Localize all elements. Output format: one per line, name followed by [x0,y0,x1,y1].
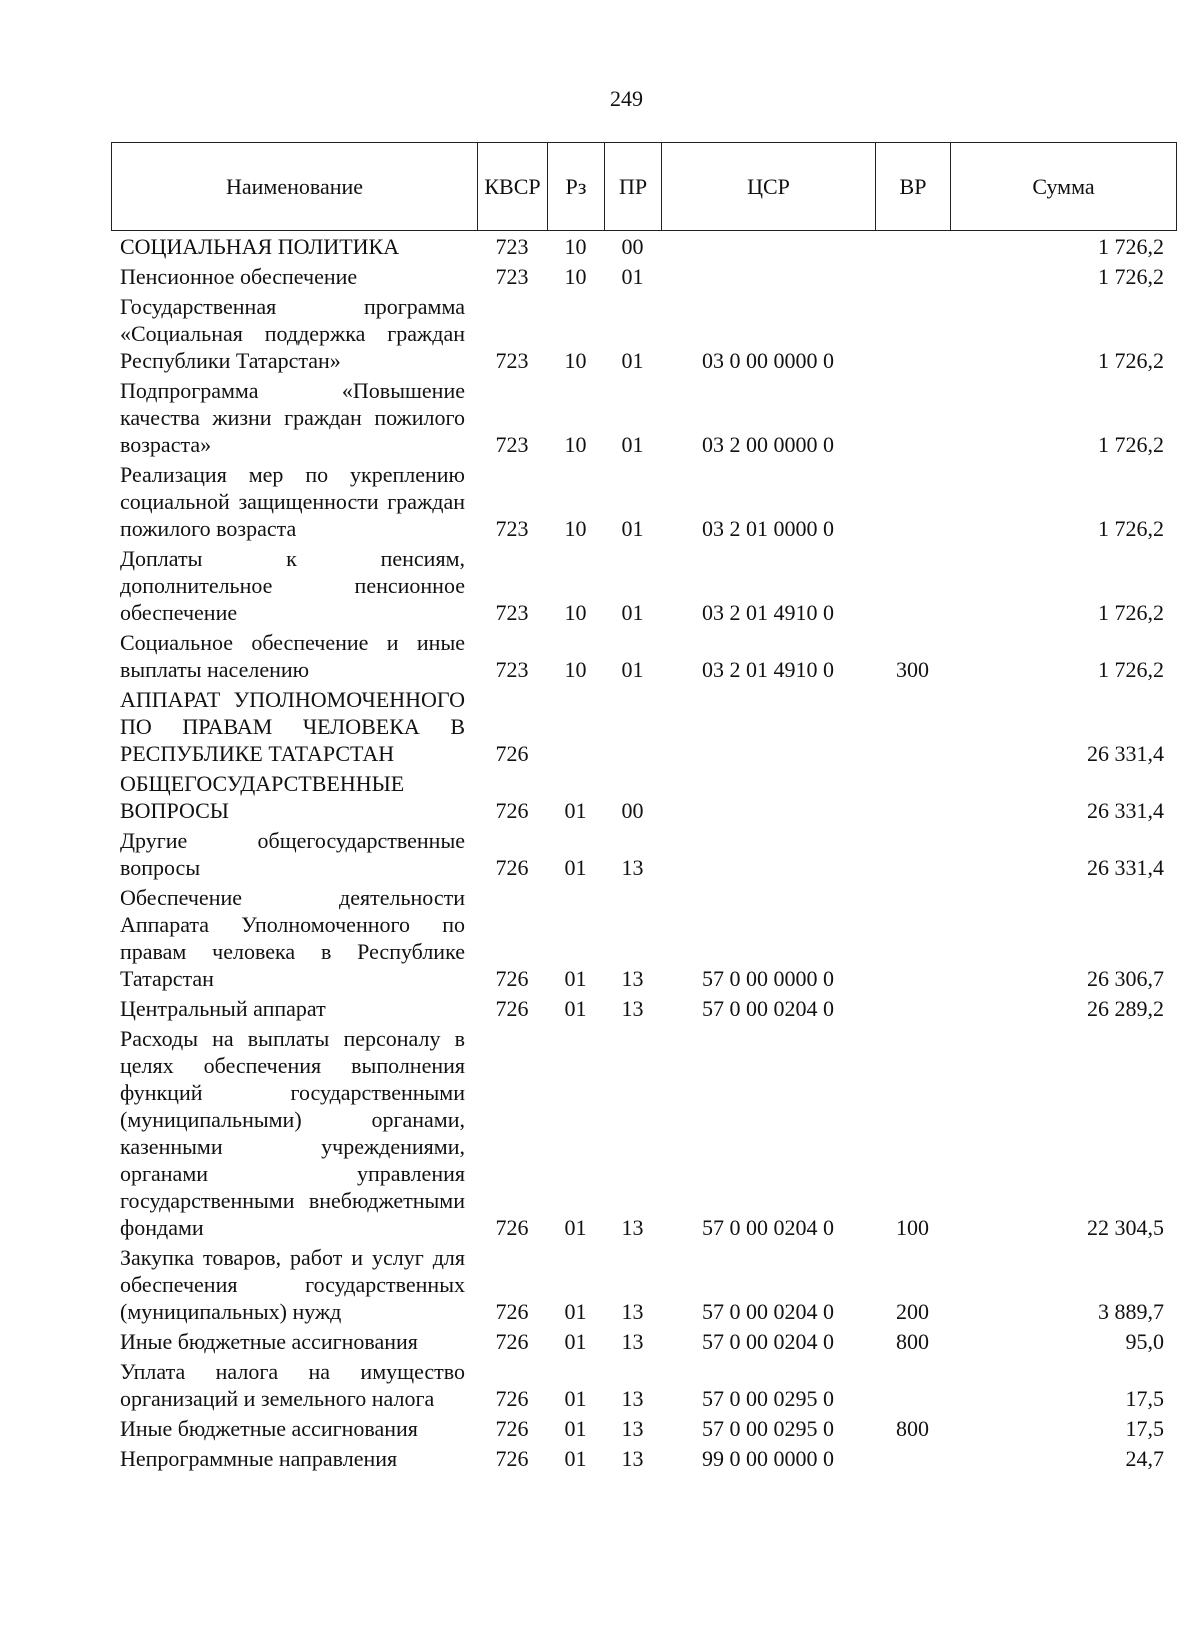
cell-csr: 03 2 01 0000 0 [702,516,834,541]
cell-pr: 13 [621,855,644,880]
cell-csr: 57 0 00 0204 0 [702,1329,834,1354]
cell-kvsr: 726 [495,1386,529,1411]
header-rz: Рз [548,143,605,231]
cell-rz: 10 [564,516,587,541]
header-vr: ВР [876,143,951,231]
cell-pr: 13 [621,1299,644,1324]
cell-kvsr: 726 [495,1215,529,1240]
cell-pr: 13 [621,996,644,1021]
cell-name: СОЦИАЛЬНАЯ ПОЛИТИКА [120,234,400,259]
cell-pr: 13 [621,1446,644,1471]
cell-pr [604,686,661,770]
cell-name: Непрограммные направления [120,1446,398,1471]
header-sum: Сумма [951,143,1177,231]
cell-vr [875,827,950,884]
cell-kvsr: 723 [495,432,529,457]
cell-name: Иные бюджетные ассигнования [120,1416,418,1441]
table-body [111,233,1176,1475]
table-row [111,1328,1176,1358]
cell-csr: 03 2 00 0000 0 [702,432,834,457]
cell-rz: 10 [564,657,587,682]
header-csr: ЦСР [662,143,876,231]
cell-vr [875,770,950,827]
cell-csr: 57 0 00 0295 0 [702,1416,834,1441]
cell-sum: 26 331,4 [1087,741,1164,766]
cell-name: Другие общегосударственные вопросы [120,828,465,880]
cell-sum: 26 331,4 [1087,798,1164,823]
table-row [111,1445,1176,1475]
cell-csr: 99 0 00 0000 0 [702,1446,834,1471]
cell-rz: 01 [564,1386,587,1411]
table-row [111,461,1176,545]
cell-kvsr: 726 [495,855,529,880]
cell-rz: 01 [564,996,587,1021]
cell-csr: 57 0 00 0204 0 [702,1215,834,1240]
cell-name: Уплата налога на имущество организаций и земельного налога [120,1359,465,1411]
cell-sum: 1 726,2 [1098,657,1164,682]
cell-vr: 800 [896,1416,929,1441]
cell-sum: 26 331,4 [1087,855,1164,880]
cell-rz: 10 [564,264,587,289]
cell-sum: 24,7 [1125,1446,1164,1471]
cell-vr [875,995,950,1025]
cell-kvsr: 726 [495,1329,529,1354]
cell-vr [875,884,950,995]
cell-kvsr: 726 [495,798,529,823]
cell-pr: 01 [621,432,644,457]
cell-kvsr: 723 [495,600,529,625]
cell-vr [875,377,950,461]
table-row [111,293,1176,377]
table-row [111,1244,1176,1328]
cell-csr: 57 0 00 0000 0 [702,966,834,991]
cell-pr: 01 [621,657,644,682]
cell-name: Расходы на выплаты персоналу в целях обеспечения выполнения функций государственными (муниципальными) органами, казенными учреждениями, органами управления государственными внебюджетными фондами [120,1026,465,1240]
cell-csr: 57 0 00 0204 0 [702,1299,834,1324]
cell-name: Пенсионное обеспечение [120,264,358,289]
cell-csr [661,827,875,884]
table-row [111,629,1176,686]
cell-rz: 10 [564,234,587,259]
cell-rz: 01 [564,855,587,880]
cell-pr: 01 [621,600,644,625]
cell-sum: 95,0 [1125,1329,1164,1354]
cell-csr [661,233,875,263]
table-row [111,995,1176,1025]
cell-rz: 01 [564,1299,587,1324]
table-row [111,377,1176,461]
cell-sum: 1 726,2 [1098,348,1164,373]
cell-kvsr: 723 [495,657,529,682]
cell-rz [547,686,604,770]
cell-pr: 00 [621,798,644,823]
cell-name: АППАРАТ УПОЛНОМОЧЕННОГО ПО ПРАВАМ ЧЕЛОВЕКА В РЕСПУБЛИКЕ ТАТАРСТАН [120,687,465,766]
table-row [111,1358,1176,1415]
table-row [111,233,1176,263]
cell-pr: 13 [621,1416,644,1441]
cell-pr: 13 [621,1215,644,1240]
cell-kvsr: 726 [495,966,529,991]
cell-name: ОБЩЕГОСУДАРСТВЕННЫЕ ВОПРОСЫ [120,771,405,823]
cell-kvsr: 726 [495,1416,529,1441]
cell-name: Доплаты к пенсиям, дополнительное пенсионное обеспечение [120,546,465,625]
cell-sum: 26 306,7 [1087,966,1164,991]
cell-vr: 200 [896,1299,929,1324]
cell-vr: 300 [896,657,929,682]
cell-kvsr: 726 [495,1299,529,1324]
cell-name: Обеспечение деятельности Аппарата Уполномоченного по правам человека в Республике Татарстан [120,885,465,991]
cell-kvsr: 726 [495,741,529,766]
cell-kvsr: 726 [495,996,529,1021]
table-row [111,545,1176,629]
cell-kvsr: 723 [495,516,529,541]
cell-sum: 1 726,2 [1098,516,1164,541]
cell-pr: 00 [621,234,644,259]
cell-rz: 01 [564,966,587,991]
cell-rz: 10 [564,600,587,625]
cell-csr [661,263,875,293]
cell-rz: 01 [564,1215,587,1240]
table-row [111,1415,1176,1445]
cell-name: Государственная программа «Социальная поддержка граждан Республики Татарстан» [120,294,465,373]
cell-csr: 03 0 00 0000 0 [702,348,834,373]
cell-kvsr: 726 [495,1446,529,1471]
header-pr: ПР [605,143,662,231]
cell-vr [875,263,950,293]
cell-vr: 100 [896,1215,929,1240]
cell-rz: 10 [564,432,587,457]
table-row [111,1025,1176,1244]
cell-rz: 01 [564,1329,587,1354]
cell-sum: 17,5 [1125,1416,1164,1441]
cell-vr [875,461,950,545]
cell-vr [875,233,950,263]
cell-pr: 13 [621,1329,644,1354]
cell-pr: 01 [621,348,644,373]
cell-csr: 57 0 00 0295 0 [702,1386,834,1411]
cell-pr: 13 [621,1386,644,1411]
cell-rz: 01 [564,1446,587,1471]
cell-vr [875,1358,950,1415]
cell-csr: 03 2 01 4910 0 [702,600,834,625]
table-header [111,142,1177,231]
cell-pr: 01 [621,516,644,541]
cell-vr [875,686,950,770]
cell-sum: 26 289,2 [1087,996,1164,1021]
cell-name: Социальное обеспечение и иные выплаты населению [120,630,465,682]
cell-kvsr: 723 [495,264,529,289]
cell-vr [875,1445,950,1475]
cell-vr [875,545,950,629]
cell-csr: 03 2 01 4910 0 [702,657,834,682]
cell-sum: 22 304,5 [1087,1215,1164,1240]
cell-kvsr: 723 [495,348,529,373]
cell-sum: 17,5 [1125,1386,1164,1411]
cell-sum: 1 726,2 [1098,600,1164,625]
cell-name: Подпрограмма «Повышение качества жизни граждан пожилого возраста» [120,378,465,457]
cell-rz: 10 [564,348,587,373]
cell-sum: 3 889,7 [1098,1299,1164,1324]
cell-name: Центральный аппарат [120,996,326,1021]
budget-table [111,233,1176,1475]
cell-name: Закупка товаров, работ и услуг для обеспечения государственных (муниципальных) нужд [120,1245,465,1324]
cell-sum: 1 726,2 [1098,432,1164,457]
cell-csr [661,770,875,827]
table-row [111,770,1176,827]
cell-name: Иные бюджетные ассигнования [120,1329,418,1354]
cell-pr: 01 [621,264,644,289]
table-row [111,827,1176,884]
cell-pr: 13 [621,966,644,991]
cell-sum: 1 726,2 [1098,234,1164,259]
cell-rz: 01 [564,1416,587,1441]
cell-csr [661,686,875,770]
cell-kvsr: 723 [495,234,529,259]
table-row [111,686,1176,770]
cell-name: Реализация мер по укреплению социальной защищенности граждан пожилого возраста [120,462,465,541]
cell-vr: 800 [896,1329,929,1354]
cell-vr [875,293,950,377]
header-name: Наименование [112,143,478,231]
cell-csr: 57 0 00 0204 0 [702,996,834,1021]
header-kvsr: КВСР [478,143,548,231]
cell-sum: 1 726,2 [1098,264,1164,289]
page-number: 249 [610,86,643,111]
table-row [111,263,1176,293]
table-row [111,884,1176,995]
cell-rz: 01 [564,798,587,823]
